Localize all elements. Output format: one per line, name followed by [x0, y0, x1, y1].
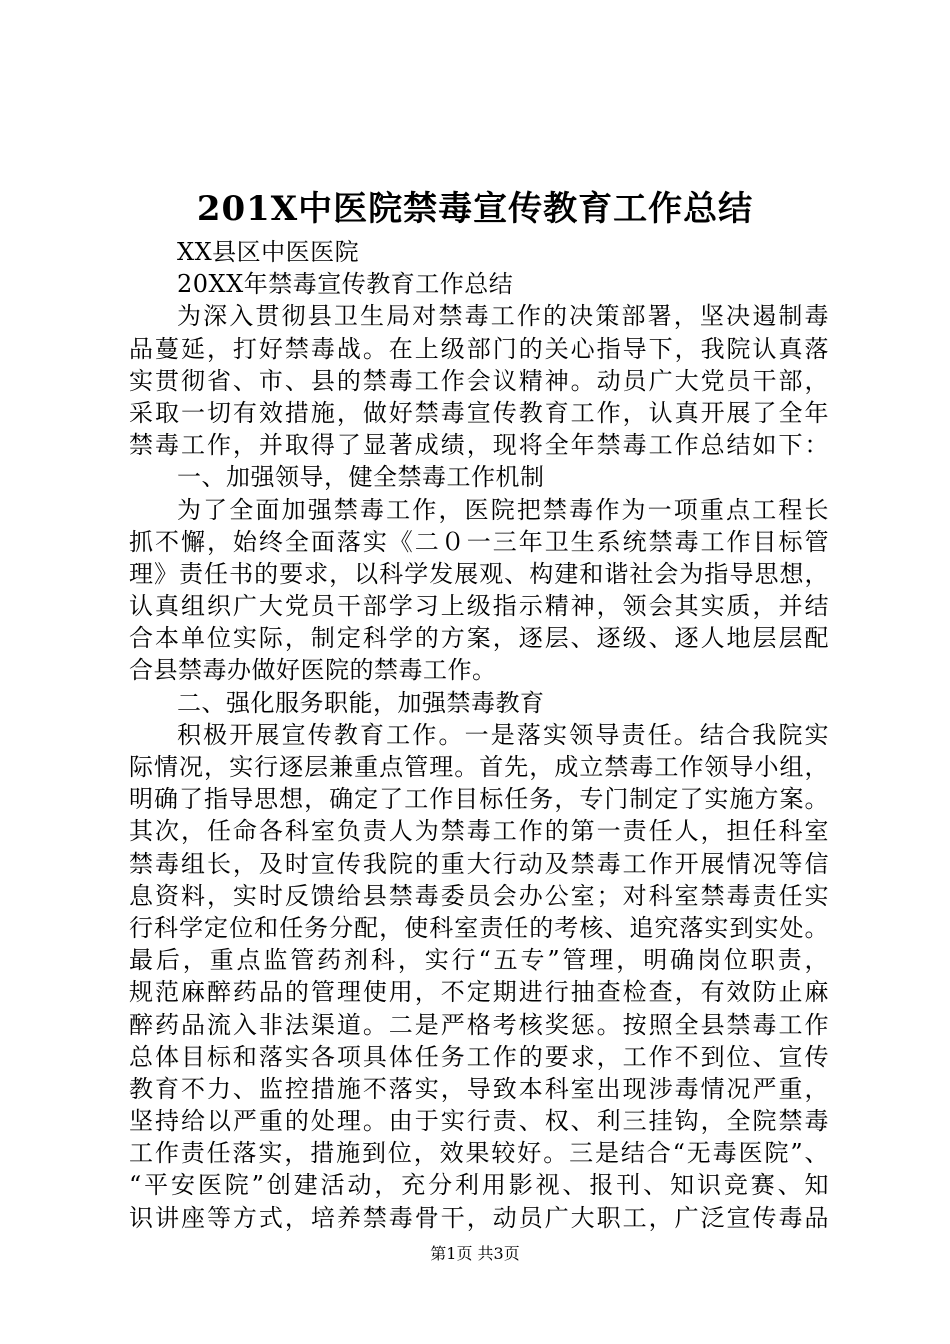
body-text-line: 际情况，实行逐层兼重点管理。首先，成立禁毒工作领导小组， [129, 753, 829, 781]
body-text-line: 为了全面加强禁毒工作，医院把禁毒作为一项重点工程长 [177, 495, 829, 524]
body-text-line: 禁毒工作，并取得了显著成绩，现将全年禁毒工作总结如下： [129, 431, 829, 460]
body-text-line: 明确了指导思想，确定了工作目标任务，专门制定了实施方案。 [129, 785, 829, 814]
body-text-line: 教育不力、监控措施不落实，导致本科室出现涉毒情况严重， [129, 1074, 829, 1103]
body-text-line: 20XX年禁毒宣传教育工作总结 [177, 270, 514, 299]
body-text-line: 工作责任落实，措施到位，效果较好。三是结合“无毒医院”、 [129, 1139, 829, 1168]
body-text-line: 其次，任命各科室负责人为禁毒工作的第一责任人，担任科室 [129, 817, 829, 846]
body-text-line: 为深入贯彻县卫生局对禁毒工作的决策部署，坚决遏制毒 [177, 302, 829, 331]
body-text-line: 采取一切有效措施，做好禁毒宣传教育工作，认真开展了全年 [129, 398, 829, 427]
document-title: 201X中医院禁毒宣传教育工作总结 [196, 189, 754, 229]
body-text-line: 一、加强领导，健全禁毒工作机制 [177, 463, 545, 492]
body-text-line: 实贯彻省、市、县的禁毒工作会议精神。动员广大党员干部， [129, 366, 829, 395]
body-text-line: 醉药品流入非法渠道。二是严格考核奖惩。按照全县禁毒工作 [129, 1010, 829, 1039]
body-text-line: 行科学定位和任务分配，使科室责任的考核、追究落实到实处。 [129, 913, 829, 942]
body-text-line: XX县区中医医院 [177, 238, 360, 266]
body-text-line: 最后，重点监管药剂科，实行“五专”管理，明确岗位职责， [129, 946, 829, 975]
document-body [129, 236, 829, 1234]
body-text-line: 合县禁毒办做好医院的禁毒工作。 [129, 656, 497, 685]
body-text-line: 禁毒组长，及时宣传我院的重大行动及禁毒工作开展情况等信 [129, 849, 829, 878]
body-text-line: 息资料，实时反馈给县禁毒委员会办公室；对科室禁毒责任实 [129, 881, 829, 910]
body-text-line: 理》责任书的要求，以科学发展观、构建和谐社会为指导思想， [129, 559, 829, 588]
body-text-line: 二、强化服务职能，加强禁毒教育 [177, 688, 545, 717]
body-text-line: 识讲座等方式，培养禁毒骨干，动员广大职工，广泛宣传毒品 [129, 1203, 829, 1232]
body-text-line: 合本单位实际，制定科学的方案，逐层、逐级、逐人地层层配 [129, 624, 829, 653]
body-text-line: “平安医院”创建活动，充分利用影视、报刊、知识竞赛、知 [129, 1171, 829, 1200]
page-number-footer: 第1页 共3页 [430, 1244, 520, 1263]
body-text-line: 规范麻醉药品的管理使用，不定期进行抽查检查，有效防止麻 [129, 978, 829, 1007]
body-text-line: 坚持给以严重的处理。由于实行责、权、利三挂钩，全院禁毒 [129, 1107, 829, 1136]
body-text-line: 品蔓延，打好禁毒战。在上级部门的关心指导下，我院认真落 [129, 334, 829, 363]
body-text-line: 认真组织广大党员干部学习上级指示精神，领会其实质，并结 [129, 592, 829, 621]
body-text-line: 抓不懈，始终全面落实《二０一三年卫生系统禁毒工作目标管 [129, 527, 829, 556]
body-text-line: 积极开展宣传教育工作。一是落实领导责任。结合我院实 [177, 720, 829, 749]
body-text-line: 总体目标和落实各项具体任务工作的要求，工作不到位、宣传 [129, 1042, 829, 1071]
